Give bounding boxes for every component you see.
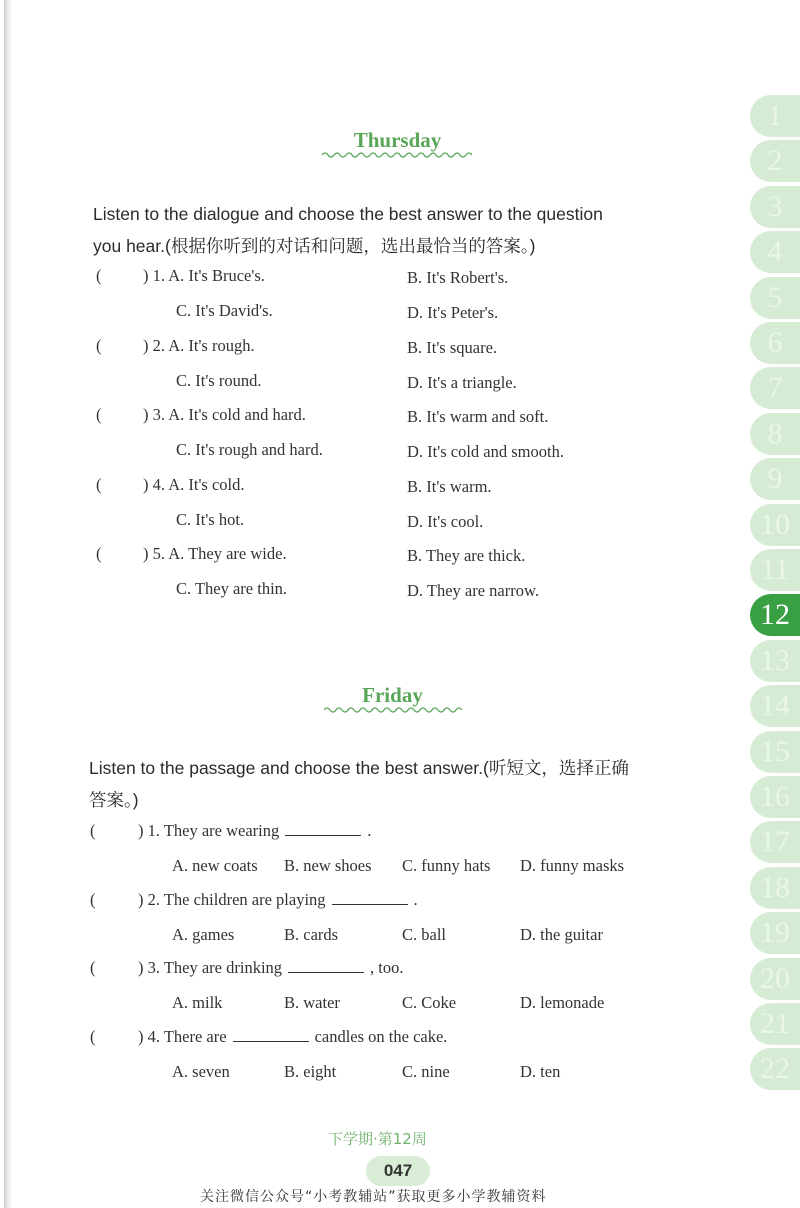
week-tab-3: 3	[750, 186, 800, 228]
option-b: B. water	[284, 993, 340, 1012]
friday-instruction-line2: 答案。)	[89, 790, 139, 810]
option-d: D. funny masks	[520, 856, 625, 875]
question-tail: .	[413, 889, 418, 909]
option-d: D. It's cold and smooth.	[407, 442, 564, 461]
week-tab-6: 6	[750, 322, 800, 364]
option-c: C. nine	[402, 1061, 450, 1081]
answer-bracket: (	[90, 1026, 96, 1046]
option-b: B. new shoes	[284, 856, 372, 875]
thursday-instruction-line1: Listen to the dialogue and choose the best answer to the question	[93, 204, 603, 224]
week-tab-15: 15	[750, 731, 800, 773]
option-a: A. milk	[172, 993, 223, 1012]
question-line	[138, 958, 404, 978]
week-footer-label: 下学期·第12周	[328, 1130, 427, 1148]
option-d: D. It's Peter's.	[407, 303, 499, 322]
week-tab-4: 4	[750, 231, 800, 273]
question-text: ) 3. They are drinking	[138, 958, 283, 977]
answer-bracket: (	[90, 958, 96, 977]
answer-blank	[285, 821, 361, 836]
week-tab-5: 5	[750, 277, 800, 319]
option-b: B. It's Robert's.	[407, 268, 509, 287]
week-tab-21: 21	[750, 1003, 800, 1045]
question-text: ) 1. They are wearing	[138, 821, 280, 840]
week-tab-10: 10	[750, 504, 800, 546]
question-line: ) 4. A. It's cold.	[143, 474, 245, 494]
week-tab-19: 19	[750, 912, 800, 954]
week-tab-12: 12	[750, 594, 800, 636]
option-c: C. funny hats	[402, 856, 491, 875]
question-tail: candles on the cake.	[314, 1026, 448, 1046]
week-tab-20: 20	[750, 958, 800, 1000]
week-tab-17: 17	[750, 821, 800, 863]
week-tab-13: 13	[750, 640, 800, 682]
week-tab-11: 11	[750, 549, 800, 591]
option-d: D. lemonade	[520, 993, 605, 1012]
option-b: B. cards	[284, 924, 339, 944]
page-binding-edge	[4, 0, 12, 1208]
friday-title: Friday	[362, 683, 423, 707]
option-d: D. They are narrow.	[407, 581, 539, 600]
option-a: A. games	[172, 924, 235, 944]
week-tab-22: 22	[750, 1048, 800, 1090]
answer-blank	[233, 1027, 309, 1042]
option-c: C. They are thin.	[176, 579, 288, 598]
question-line: ) 3. A. It's cold and hard.	[143, 405, 306, 424]
option-c: C. Coke	[402, 993, 457, 1012]
option-a: A. new coats	[172, 856, 258, 875]
answer-bracket: (	[96, 266, 102, 285]
thursday-instruction-line2: you hear.(根据你听到的对话和问题，选出最恰当的答案。)	[93, 236, 536, 256]
friday-instruction-line1: Listen to the passage and choose the best answer.(听短文，选择正确	[89, 758, 629, 778]
question-line	[138, 1027, 447, 1047]
week-tab-18: 18	[750, 867, 800, 909]
option-c: C. ball	[402, 924, 446, 944]
answer-blank	[332, 890, 408, 905]
question-tail: .	[367, 821, 372, 840]
option-a: A. seven	[172, 1061, 230, 1081]
answer-bracket: (	[96, 544, 102, 563]
answer-bracket: (	[90, 821, 96, 840]
week-tab-16: 16	[750, 776, 800, 818]
question-line: ) 5. A. They are wide.	[143, 544, 287, 563]
option-c: C. It's David's.	[176, 301, 273, 320]
answer-bracket: (	[96, 335, 102, 355]
option-b: B. It's square.	[407, 337, 498, 357]
option-d: D. ten	[520, 1061, 561, 1081]
option-b: B. eight	[284, 1061, 337, 1081]
friday-wavy-underline	[324, 706, 462, 714]
page-number: 047	[366, 1156, 430, 1186]
week-tab-8: 8	[750, 413, 800, 455]
footer-promo-note: 关注微信公众号“小考教辅站”获取更多小学教辅资料	[200, 1189, 547, 1205]
week-tab-7: 7	[750, 367, 800, 409]
week-tab-1: 1	[750, 95, 800, 137]
question-line: ) 2. A. It's rough.	[143, 335, 255, 355]
answer-bracket: (	[90, 889, 96, 909]
thursday-wavy-underline	[322, 151, 472, 159]
week-tab-14: 14	[750, 685, 800, 727]
question-line	[138, 890, 418, 910]
option-c: C. It's round.	[176, 370, 262, 390]
option-b: B. They are thick.	[407, 546, 526, 565]
question-text: ) 2. The children are playing	[138, 889, 326, 909]
question-line: ) 1. A. It's Bruce's.	[143, 266, 265, 285]
week-tab-9: 9	[750, 458, 800, 500]
option-b: B. It's warm.	[407, 476, 492, 496]
answer-blank	[288, 958, 364, 973]
option-d: D. the guitar	[520, 924, 603, 944]
question-line	[138, 821, 371, 841]
option-c: C. It's hot.	[176, 509, 245, 529]
option-d: D. It's a triangle.	[407, 372, 517, 392]
thursday-title: Thursday	[353, 128, 442, 152]
option-b: B. It's warm and soft.	[407, 407, 549, 426]
answer-bracket: (	[96, 474, 102, 494]
question-tail: , too.	[370, 958, 404, 977]
option-d: D. It's cool.	[407, 511, 484, 531]
option-c: C. It's rough and hard.	[176, 440, 323, 459]
week-tab-2: 2	[750, 140, 800, 182]
question-text: ) 4. There are	[138, 1026, 227, 1046]
answer-bracket: (	[96, 405, 102, 424]
